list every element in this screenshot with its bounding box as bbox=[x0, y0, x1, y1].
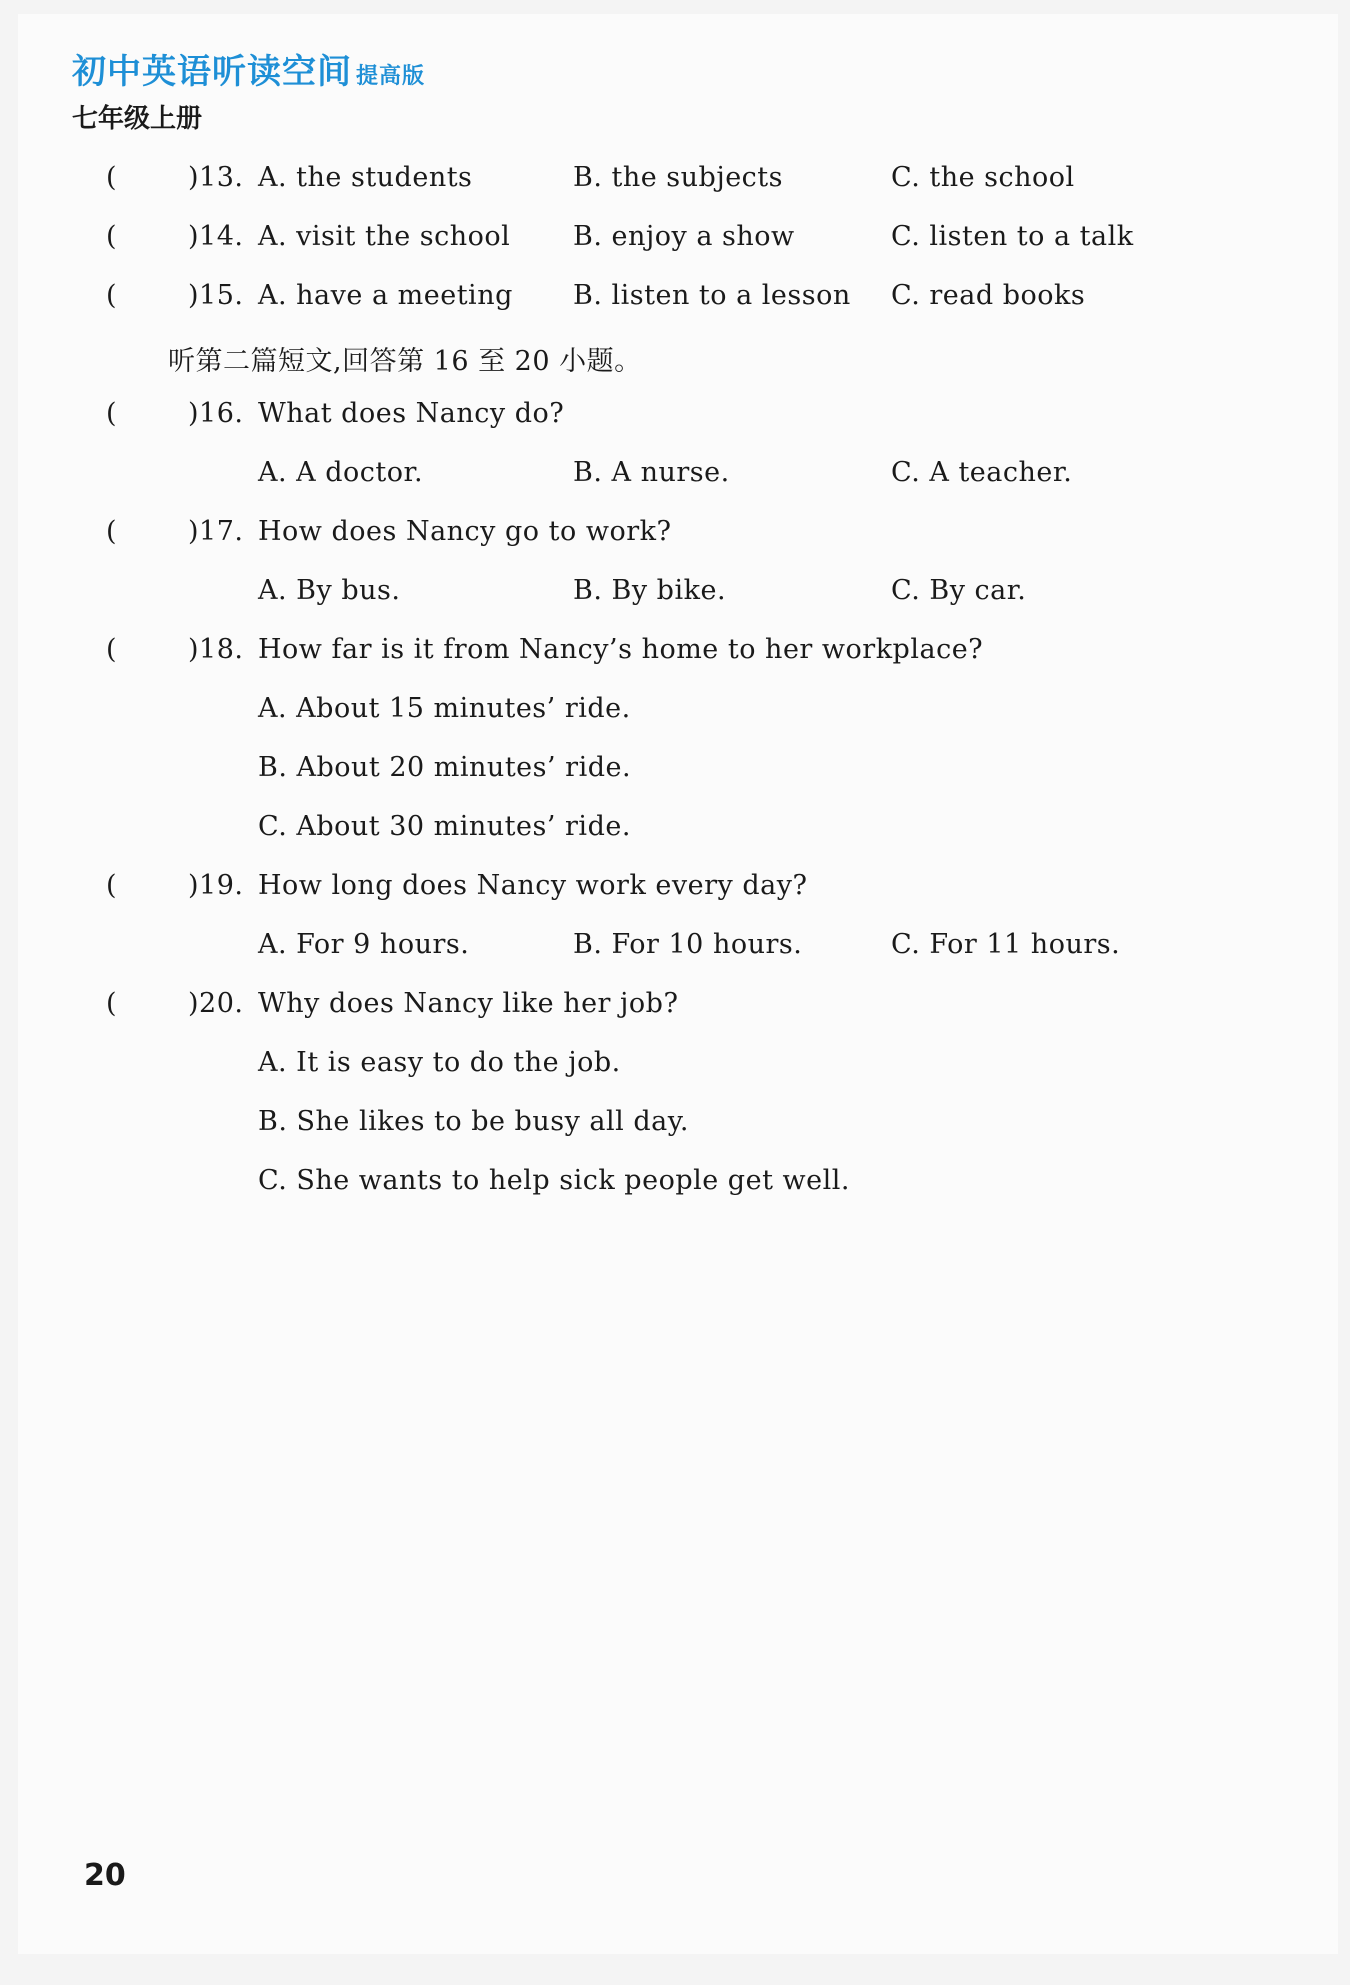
answer-paren[interactable]: ( bbox=[106, 162, 118, 193]
option-a: A. It is easy to do the job. bbox=[258, 1047, 621, 1078]
option-row-18c bbox=[18, 811, 1338, 870]
option-row-18a bbox=[18, 693, 1338, 752]
question-text: How far is it from Nancy’s home to her workplace? bbox=[258, 634, 984, 665]
answer-paren[interactable]: ( bbox=[106, 516, 118, 547]
option-a: A. have a meeting bbox=[258, 280, 513, 311]
question-row-18 bbox=[18, 634, 1338, 693]
question-number: )16. bbox=[188, 398, 244, 429]
option-row-18b bbox=[18, 752, 1338, 811]
question-number: )19. bbox=[188, 870, 244, 901]
option-c: C. She wants to help sick people get well. bbox=[258, 1165, 850, 1196]
option-b: B. listen to a lesson bbox=[573, 280, 851, 311]
option-b: B. the subjects bbox=[573, 162, 784, 193]
option-row-20c bbox=[18, 1165, 1338, 1224]
option-b: B. For 10 hours. bbox=[573, 929, 803, 960]
question-number: )14. bbox=[188, 221, 244, 252]
question-text: How does Nancy go to work? bbox=[258, 516, 672, 547]
grade-label: 七年级上册 bbox=[72, 104, 203, 134]
question-number: )20. bbox=[188, 988, 244, 1019]
option-a: A. the students bbox=[258, 162, 473, 193]
section-instruction-row bbox=[18, 339, 1338, 398]
option-b: B. She likes to be busy all day. bbox=[258, 1106, 689, 1137]
option-row-20b bbox=[18, 1106, 1338, 1165]
option-c: C. For 11 hours. bbox=[891, 929, 1121, 960]
option-c: C. A teacher. bbox=[891, 457, 1073, 488]
question-row-16 bbox=[18, 398, 1338, 457]
option-b: B. enjoy a show bbox=[573, 221, 795, 252]
option-a: A. About 15 minutes’ ride. bbox=[258, 693, 631, 724]
options-row-17 bbox=[18, 575, 1338, 634]
question-row-13 bbox=[18, 162, 1338, 221]
question-row-19 bbox=[18, 870, 1338, 929]
question-row-14 bbox=[18, 221, 1338, 280]
options-row-19 bbox=[18, 929, 1338, 988]
answer-paren[interactable]: ( bbox=[106, 988, 118, 1019]
question-number: )17. bbox=[188, 516, 244, 547]
book-title-suffix: 提高版 bbox=[356, 64, 426, 89]
option-a: A. For 9 hours. bbox=[258, 929, 470, 960]
question-text: What does Nancy do? bbox=[258, 398, 565, 429]
question-text: How long does Nancy work every day? bbox=[258, 870, 808, 901]
option-a: A. A doctor. bbox=[258, 457, 424, 488]
section-instruction: 听第二篇短文,回答第 16 至 20 小题。 bbox=[168, 346, 642, 377]
option-a: A. By bus. bbox=[258, 575, 401, 606]
option-a: A. visit the school bbox=[258, 221, 511, 252]
question-text: Why does Nancy like her job? bbox=[258, 988, 679, 1019]
option-c: C. read books bbox=[891, 280, 1086, 311]
questions-area bbox=[18, 162, 1338, 1224]
answer-paren[interactable]: ( bbox=[106, 398, 118, 429]
options-row-16 bbox=[18, 457, 1338, 516]
answer-paren[interactable]: ( bbox=[106, 280, 118, 311]
option-row-20a bbox=[18, 1047, 1338, 1106]
option-c: C. About 30 minutes’ ride. bbox=[258, 811, 631, 842]
option-b: B. About 20 minutes’ ride. bbox=[258, 752, 632, 783]
answer-paren[interactable]: ( bbox=[106, 870, 118, 901]
option-c: C. listen to a talk bbox=[891, 221, 1134, 252]
question-row-15 bbox=[18, 280, 1338, 339]
answer-paren[interactable]: ( bbox=[106, 221, 118, 252]
question-number: )15. bbox=[188, 280, 244, 311]
question-number: )13. bbox=[188, 162, 244, 193]
option-b: B. By bike. bbox=[573, 575, 727, 606]
question-number: )18. bbox=[188, 634, 244, 665]
question-row-20 bbox=[18, 988, 1338, 1047]
page-number: 20 bbox=[84, 1858, 126, 1893]
page bbox=[18, 14, 1338, 1954]
book-title-main: 初中英语听读空间 bbox=[72, 52, 352, 92]
book-title bbox=[72, 44, 425, 93]
answer-paren[interactable]: ( bbox=[106, 634, 118, 665]
option-c: C. By car. bbox=[891, 575, 1027, 606]
option-c: C. the school bbox=[891, 162, 1075, 193]
option-b: B. A nurse. bbox=[573, 457, 730, 488]
question-row-17 bbox=[18, 516, 1338, 575]
